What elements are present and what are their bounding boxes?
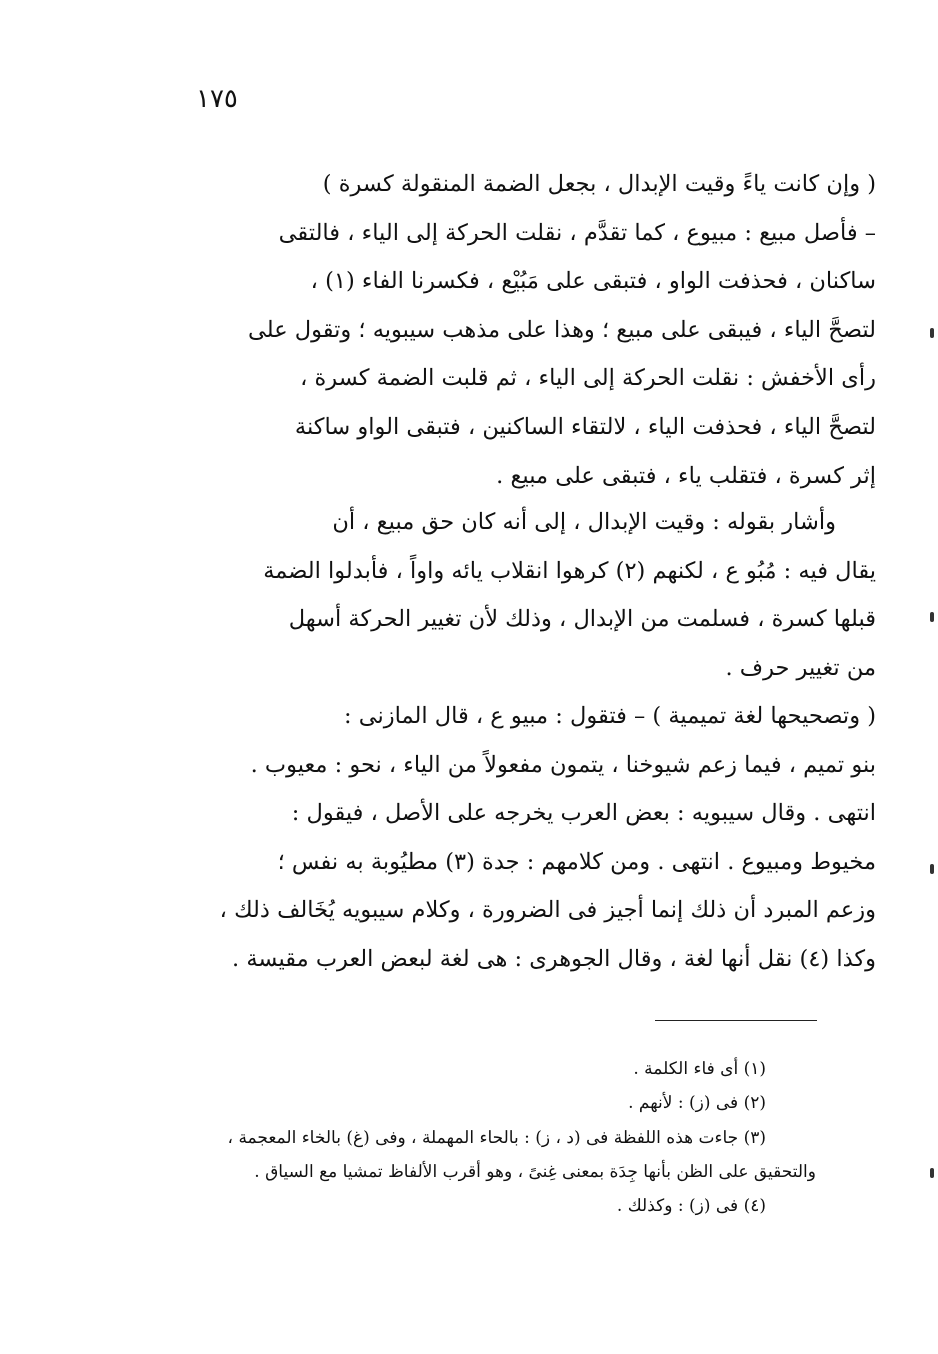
text-line: ( وتصحيحها لغة تميمية ) – فتقول : مبيو ع ، قال المازنى :: [344, 703, 876, 729]
text-line: وأشار بقوله : وقيت الإبدال ، إلى أنه كان حق مبيع ، أن: [332, 509, 836, 535]
text-line: يقال فيه : مُبُو ع ، لكنهم (٢) كرهوا انقلاب يائه واواً ، فأبدلوا الضمة: [263, 557, 876, 584]
scan-margin-mark: [930, 612, 934, 622]
text-line: إثر كسرة ، فتقلب ياء ، فتبقى على مبيع .: [496, 462, 876, 489]
text-line: – فأصل مبيع : مبيوع ، كما تقدَّم ، نقلت الحركة إلى الياء ، فالتقى: [278, 219, 876, 246]
paragraph-3: [176, 692, 876, 984]
paragraph-1: [176, 160, 876, 500]
scan-margin-mark: [930, 1168, 934, 1178]
text-line: بنو تميم ، فيما زعم شيوخنا ، يتمون مفعولاً من الياء ، نحو : معيوب .: [250, 751, 876, 778]
footnote-2: (٢) فى (ز) : لأنهم .: [628, 1093, 766, 1114]
text-line: وكذا (٤) نقل أنها لغة ، وقال الجوهرى : هى لغة لبعض العرب مقيسة .: [232, 945, 876, 972]
text-line: مخيوط ومبيوع . انتهى . ومن كلامهم : جدة (٣) مطيُوبة به نفس ؛: [277, 848, 876, 875]
text-line: رأى الأخفش : نقلت الحركة إلى الياء ، ثم قلبت الضمة كسرة ،: [300, 365, 876, 392]
text-line: لتصحَّ الياء ، فيبقى على مبيع ؛ وهذا على مذهب سيبويه ؛ وتقول على: [248, 316, 876, 343]
page-number: ١٧٥: [196, 84, 238, 114]
text-line: لتصحَّ الياء ، فحذفت الياء ، لالتقاء الساكنين ، فتبقى الواو ساكنة: [294, 413, 876, 440]
text-line: ساكنان ، فحذفت الواو ، فتبقى على مَبُيْع ، فكسرنا الفاء (١) ،: [310, 268, 876, 295]
text-line: انتهى . وقال سيبويه : بعض العرب يخرجه على الأصل ، فيقول :: [291, 800, 876, 827]
paragraph-2: [176, 498, 876, 692]
footnote-3: (٣) جاءت هذه اللفظة فى (د ، ز) : بالحاء المهملة ، وفى (غ) بالخاء المعجمة ،: [227, 1127, 766, 1148]
text-line: قبلها كسرة ، فسلمت من الإبدال ، وذلك لأن تغيير الحركة أسهل: [288, 606, 876, 633]
footnote-3-continuation: والتحقيق على الظن بأنها جِدَة بمعنى غِنىً ، وهو أقرب الألفاظ تمشيا مع السياق .: [254, 1161, 816, 1182]
text-line: من تغيير حرف .: [725, 654, 876, 681]
text-line: وزعم المبرد أن ذلك إنما أجيز فى الضرورة ، وكلام سيبويه يُخَالف ذلك ،: [219, 897, 876, 924]
text-line: ( وإن كانت ياءً وقيت الإبدال ، بجعل الضمة المنقولة كسرة ): [322, 171, 876, 197]
footnote-1: (١) أى فاء الكلمة .: [633, 1059, 766, 1079]
scan-margin-mark: [930, 328, 934, 338]
footnote-divider: [655, 1020, 817, 1021]
scan-margin-mark: [930, 864, 934, 874]
footnote-4: (٤) فى (ز) : وكذلك .: [616, 1196, 766, 1217]
footnotes: [176, 1052, 876, 1223]
